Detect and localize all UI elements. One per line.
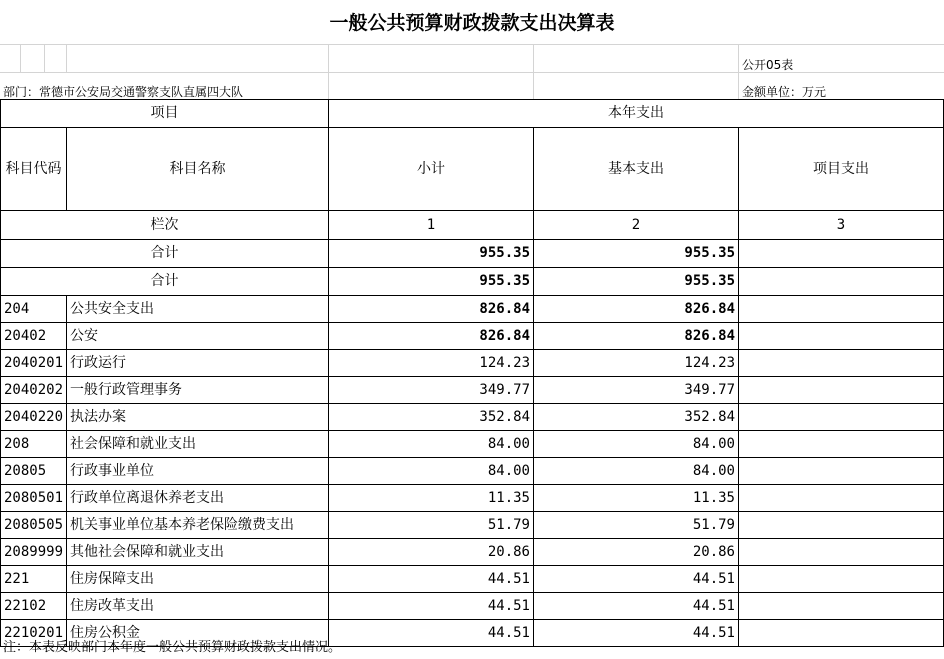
- subject-name-cell[interactable]: 社会保障和就业支出: [67, 431, 329, 458]
- subject-code-cell[interactable]: 2089999: [1, 539, 67, 566]
- header-subject-code[interactable]: 科目代码: [1, 128, 67, 211]
- subtotal-cell[interactable]: 349.77: [329, 377, 534, 404]
- subject-code-cell[interactable]: 2080505: [1, 512, 67, 539]
- subject-name-cell[interactable]: 行政单位离退休养老支出: [67, 485, 329, 512]
- total-subtotal[interactable]: 955.35: [329, 240, 534, 268]
- department-label: 部门：常德市公安局交通警察支队直属四大队: [3, 85, 244, 99]
- column-number-3[interactable]: 3: [739, 211, 944, 240]
- subject-code-cell[interactable]: 208: [1, 431, 67, 458]
- table-row: [1, 404, 944, 431]
- basic-cell[interactable]: 124.23: [534, 350, 739, 377]
- total-project[interactable]: [739, 268, 944, 296]
- total-row: [1, 268, 944, 296]
- subtotal-cell[interactable]: 44.51: [329, 566, 534, 593]
- total-project[interactable]: [739, 240, 944, 268]
- subject-name-cell[interactable]: 行政事业单位: [67, 458, 329, 485]
- project-cell[interactable]: [739, 539, 944, 566]
- project-cell[interactable]: [739, 350, 944, 377]
- basic-cell[interactable]: 44.51: [534, 620, 739, 647]
- project-cell[interactable]: [739, 296, 944, 323]
- table-row: [1, 350, 944, 377]
- basic-cell[interactable]: 349.77: [534, 377, 739, 404]
- total-label[interactable]: 合计: [1, 240, 329, 268]
- blank-grid-row: [0, 44, 944, 72]
- subtotal-cell[interactable]: 826.84: [329, 323, 534, 350]
- total-subtotal[interactable]: 955.35: [329, 268, 534, 296]
- report-title: 一般公共预算财政拨款支出决算表: [329, 12, 615, 34]
- subject-code-cell[interactable]: 204: [1, 296, 67, 323]
- table-row: [1, 431, 944, 458]
- basic-cell[interactable]: 352.84: [534, 404, 739, 431]
- basic-cell[interactable]: 84.00: [534, 458, 739, 485]
- subject-code-cell[interactable]: 2040220: [1, 404, 67, 431]
- subject-name-cell[interactable]: 其他社会保障和就业支出: [67, 539, 329, 566]
- subject-code-cell[interactable]: 20402: [1, 323, 67, 350]
- project-cell[interactable]: [739, 512, 944, 539]
- form-code-label: 公开05表: [742, 58, 794, 72]
- project-cell[interactable]: [739, 620, 944, 647]
- total-basic[interactable]: 955.35: [534, 268, 739, 296]
- header-subject-name[interactable]: 科目名称: [67, 128, 329, 211]
- basic-cell[interactable]: 826.84: [534, 296, 739, 323]
- subject-name-cell[interactable]: 机关事业单位基本养老保险缴费支出: [67, 512, 329, 539]
- table-row: [1, 566, 944, 593]
- subtotal-cell[interactable]: 84.00: [329, 431, 534, 458]
- subtotal-cell[interactable]: 51.79: [329, 512, 534, 539]
- basic-cell[interactable]: 84.00: [534, 431, 739, 458]
- subject-code-cell[interactable]: 2040201: [1, 350, 67, 377]
- subtotal-cell[interactable]: 44.51: [329, 620, 534, 647]
- subject-code-cell[interactable]: 20805: [1, 458, 67, 485]
- subject-code-cell[interactable]: 2080501: [1, 485, 67, 512]
- project-cell[interactable]: [739, 485, 944, 512]
- subject-name-cell[interactable]: 行政运行: [67, 350, 329, 377]
- column-number-label[interactable]: 栏次: [1, 211, 329, 240]
- subtotal-cell[interactable]: 124.23: [329, 350, 534, 377]
- table-row: [1, 458, 944, 485]
- subject-name-cell[interactable]: 住房改革支出: [67, 593, 329, 620]
- header-current-year[interactable]: 本年支出: [329, 100, 944, 128]
- table-row: [1, 323, 944, 350]
- header-basic[interactable]: 基本支出: [534, 128, 739, 211]
- data-rows: [1, 296, 944, 647]
- basic-cell[interactable]: 44.51: [534, 593, 739, 620]
- total-label[interactable]: 合计: [1, 268, 329, 296]
- total-row: [1, 240, 944, 268]
- subtotal-cell[interactable]: 352.84: [329, 404, 534, 431]
- basic-cell[interactable]: 20.86: [534, 539, 739, 566]
- total-basic[interactable]: 955.35: [534, 240, 739, 268]
- subject-name-cell[interactable]: 公共安全支出: [67, 296, 329, 323]
- subject-name-cell[interactable]: 一般行政管理事务: [67, 377, 329, 404]
- header-item[interactable]: 项目: [1, 100, 329, 128]
- project-cell[interactable]: [739, 404, 944, 431]
- subject-code-cell[interactable]: 22102: [1, 593, 67, 620]
- column-number-1[interactable]: 1: [329, 211, 534, 240]
- project-cell[interactable]: [739, 566, 944, 593]
- header-subtotal[interactable]: 小计: [329, 128, 534, 211]
- header-project[interactable]: 项目支出: [739, 128, 944, 211]
- project-cell[interactable]: [739, 458, 944, 485]
- subtotal-cell[interactable]: 44.51: [329, 593, 534, 620]
- table-row: [1, 296, 944, 323]
- subject-name-cell[interactable]: 执法办案: [67, 404, 329, 431]
- basic-cell[interactable]: 51.79: [534, 512, 739, 539]
- unit-label: 金额单位：万元: [742, 85, 827, 99]
- subject-name-cell[interactable]: 住房公积金: [67, 620, 329, 647]
- project-cell[interactable]: [739, 431, 944, 458]
- footnote: 注：本表反映部门本年度一般公共预算财政拨款支出情况。: [3, 640, 342, 655]
- project-cell[interactable]: [739, 377, 944, 404]
- subtotal-cell[interactable]: 84.00: [329, 458, 534, 485]
- subject-code-cell[interactable]: 221: [1, 566, 67, 593]
- basic-cell[interactable]: 826.84: [534, 323, 739, 350]
- table-row: [1, 485, 944, 512]
- subtotal-cell[interactable]: 11.35: [329, 485, 534, 512]
- subject-code-cell[interactable]: 2210201: [1, 620, 67, 647]
- subject-name-cell[interactable]: 住房保障支出: [67, 566, 329, 593]
- column-number-2[interactable]: 2: [534, 211, 739, 240]
- expenditure-table: [0, 99, 944, 647]
- subtotal-cell[interactable]: 826.84: [329, 296, 534, 323]
- subtotal-cell[interactable]: 20.86: [329, 539, 534, 566]
- subject-code-cell[interactable]: 2040202: [1, 377, 67, 404]
- project-cell[interactable]: [739, 323, 944, 350]
- table-row: [1, 539, 944, 566]
- basic-cell[interactable]: 44.51: [534, 566, 739, 593]
- project-cell[interactable]: [739, 593, 944, 620]
- subject-name-cell[interactable]: 公安: [67, 323, 329, 350]
- table-row: [1, 593, 944, 620]
- table-row: [1, 512, 944, 539]
- table-row: [1, 377, 944, 404]
- basic-cell[interactable]: 11.35: [534, 485, 739, 512]
